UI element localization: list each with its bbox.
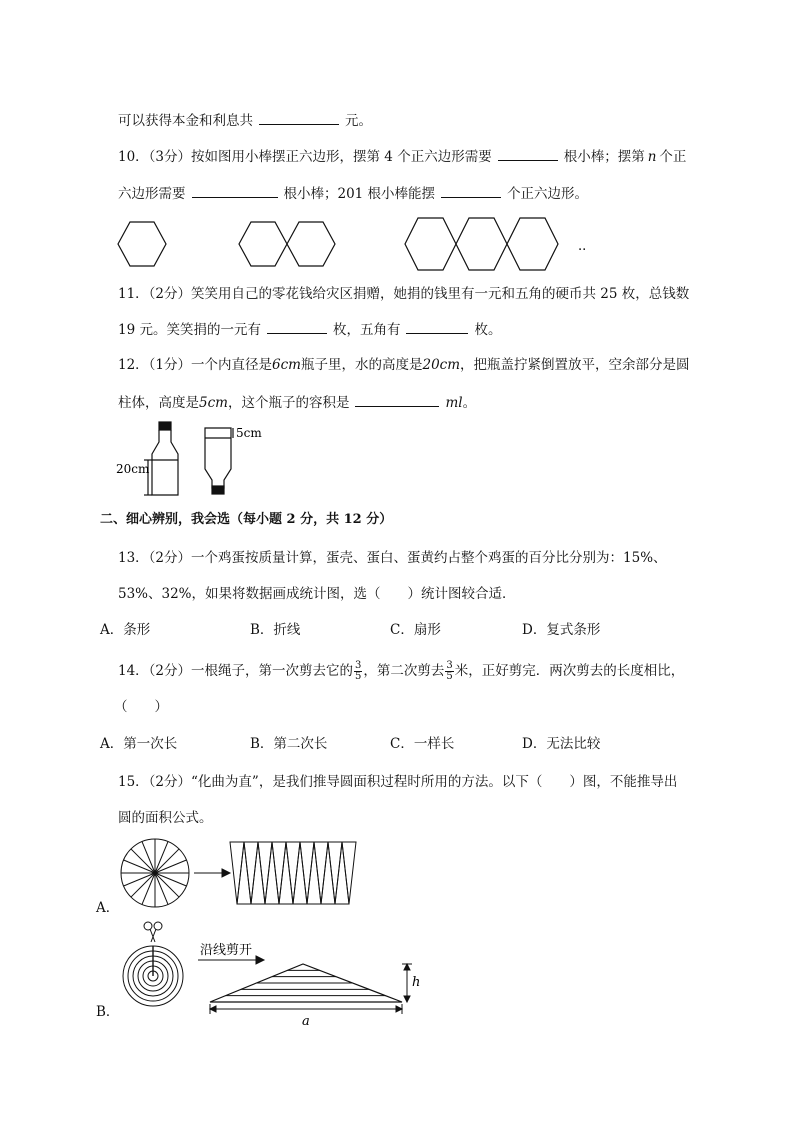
q10-line2-c: 个正六边形。 [507, 186, 589, 202]
q10-blank3 [441, 183, 501, 198]
q13-text2: 53%、32%，如果将数据画成统计图，选（ ）统计图较合适． [118, 586, 516, 602]
q13-option-b[interactable]: B．折线 [250, 622, 301, 638]
hexagon-1 [118, 222, 166, 266]
label-20cm: 20cm [116, 462, 150, 476]
q10-prefix: 10．（3分）按如图用小棒摆正六边形，摆第 4 个正六边形需要 [118, 149, 492, 165]
bottle-upright [152, 430, 178, 495]
q11-line2-a: 19 元。笑笑捐的一元有 [118, 322, 261, 338]
hexagon-figure [0, 212, 794, 282]
arrow-head [222, 869, 230, 877]
q9-tail-text: 可以获得本金和利息共 [118, 113, 253, 129]
concentric-circles [123, 946, 183, 1006]
label-5cm: 5cm [236, 426, 262, 440]
figure-a [118, 836, 378, 916]
q11-text1: 11．（2分）笑笑用自己的零花钱给灾区捐赠，她捐的钱里有一元和五角的硬币共 25 枚，总钱数 [118, 286, 690, 302]
q13-line2 [118, 584, 516, 604]
q14-fraction-2: $\frac{3}{5}$ [446, 660, 453, 682]
q13-option-c[interactable]: C．扇形 [390, 622, 441, 638]
scissors-ring-left [144, 922, 152, 930]
hexagon-triple-3 [507, 218, 558, 270]
q11-line1 [118, 284, 689, 304]
q14-line1 [118, 659, 684, 683]
q15-text1: 15．（2分）“化曲为直”，是我们推导圆面积过程时所用的方法。以下（ ）图，不能推导出 [118, 774, 678, 790]
q14-option-d[interactable]: D．无法比较 [522, 736, 601, 752]
q11-line2 [118, 319, 501, 340]
q9-tail-line [118, 110, 372, 131]
bottle-figure [112, 420, 312, 500]
q13-text1: 13．（2分）一个鸡蛋按质量计算，蛋壳、蛋白、蛋黄约占整个鸡蛋的百分比分别为：15%、 [118, 550, 667, 566]
a-label: a [302, 1014, 310, 1029]
q12-line1-b: 瓶子里，水的高度是 [300, 357, 423, 373]
q15-line2 [118, 808, 213, 828]
q15-line1 [118, 772, 677, 792]
cut-arrow-head [256, 956, 264, 964]
q15-option-a[interactable]: A． [96, 900, 120, 916]
q12-blank [355, 392, 439, 407]
q12-d1: 6cm [272, 357, 301, 373]
q10-blank1 [498, 146, 558, 161]
hexagon-triple-2 [456, 218, 507, 270]
bottle-cap [159, 422, 171, 430]
q12-line2 [118, 392, 476, 413]
sector-strip [230, 842, 356, 904]
q10-mid2: 个正 [659, 149, 687, 165]
q11-line2-b: 枚，五角有 [332, 322, 401, 338]
q9-unit: 元。 [345, 113, 372, 129]
q13-line1 [118, 548, 667, 568]
q14-option-c[interactable]: C．一样长 [390, 736, 455, 752]
scissors-ring-right [154, 922, 162, 930]
q10-mid1: 根小棒；摆第 [563, 149, 645, 165]
q9-answer-blank [259, 110, 339, 125]
q12-line2-b: ，这个瓶子的容积是 [227, 395, 350, 411]
hexagon-pair-left [239, 222, 287, 266]
q10-line2 [118, 183, 588, 204]
q14-text2: （ ） [114, 699, 168, 715]
circle-spokes [121, 839, 189, 907]
q12-line1-a: 12．（1分）一个内直径是 [118, 357, 273, 373]
q12-d3: 5cm [199, 395, 228, 411]
q15-text2: 圆的面积公式。 [118, 810, 213, 826]
hexagon-dots: .. [578, 239, 587, 254]
q13-option-a[interactable]: A．条形 [100, 622, 151, 638]
q10-line1 [118, 146, 686, 167]
cut-label: 沿线剪开 [200, 943, 253, 958]
q14-option-a[interactable]: A．第一次长 [100, 736, 178, 752]
q10-blank2 [192, 183, 278, 198]
q11-blank1 [267, 319, 327, 334]
q14-fraction-1: $\frac{3}{5}$ [355, 660, 362, 682]
q12-line2-a: 柱体，高度是 [118, 395, 199, 411]
q14-text-a: 14．（2分）一根绳子，第一次剪去它的 [118, 663, 354, 679]
section2-title: 二、细心辨别，我会选（每小题 2 分，共 12 分） [100, 512, 393, 527]
q10-line2-a: 六边形需要 [118, 186, 186, 202]
q10-n: n [647, 149, 657, 165]
triangle-strips [226, 970, 386, 995]
h-label: h [412, 975, 421, 990]
bottle-cap-inverted [212, 486, 224, 494]
q14-text-c: 米，正好剪完．两次剪去的长度相比， [454, 663, 685, 679]
q10-line2-b: 根小棒；201 根小棒能摆 [283, 186, 436, 202]
q12-line1-c: ，把瓶盖拧紧倒置放平，空余部分是圆 [460, 357, 690, 373]
q11-line2-c: 枚。 [474, 322, 502, 338]
q13-option-d[interactable]: D．复式条形 [522, 622, 601, 638]
q14-line2 [114, 697, 168, 717]
q14-text-b: ，第二次剪去 [363, 663, 445, 679]
q11-blank2 [406, 319, 468, 334]
q12-line1 [118, 355, 690, 375]
q14-option-b[interactable]: B．第二次长 [250, 736, 328, 752]
q12-end: 。 [462, 395, 477, 411]
q12-unit: ml [445, 395, 463, 411]
figure-b [118, 918, 438, 1028]
bottle-inverted [205, 428, 231, 488]
hexagon-pair-right [287, 222, 335, 266]
q15-option-b[interactable]: B． [96, 1004, 120, 1020]
q12-d2: 20cm [422, 357, 461, 373]
hexagon-triple-1 [405, 218, 456, 270]
